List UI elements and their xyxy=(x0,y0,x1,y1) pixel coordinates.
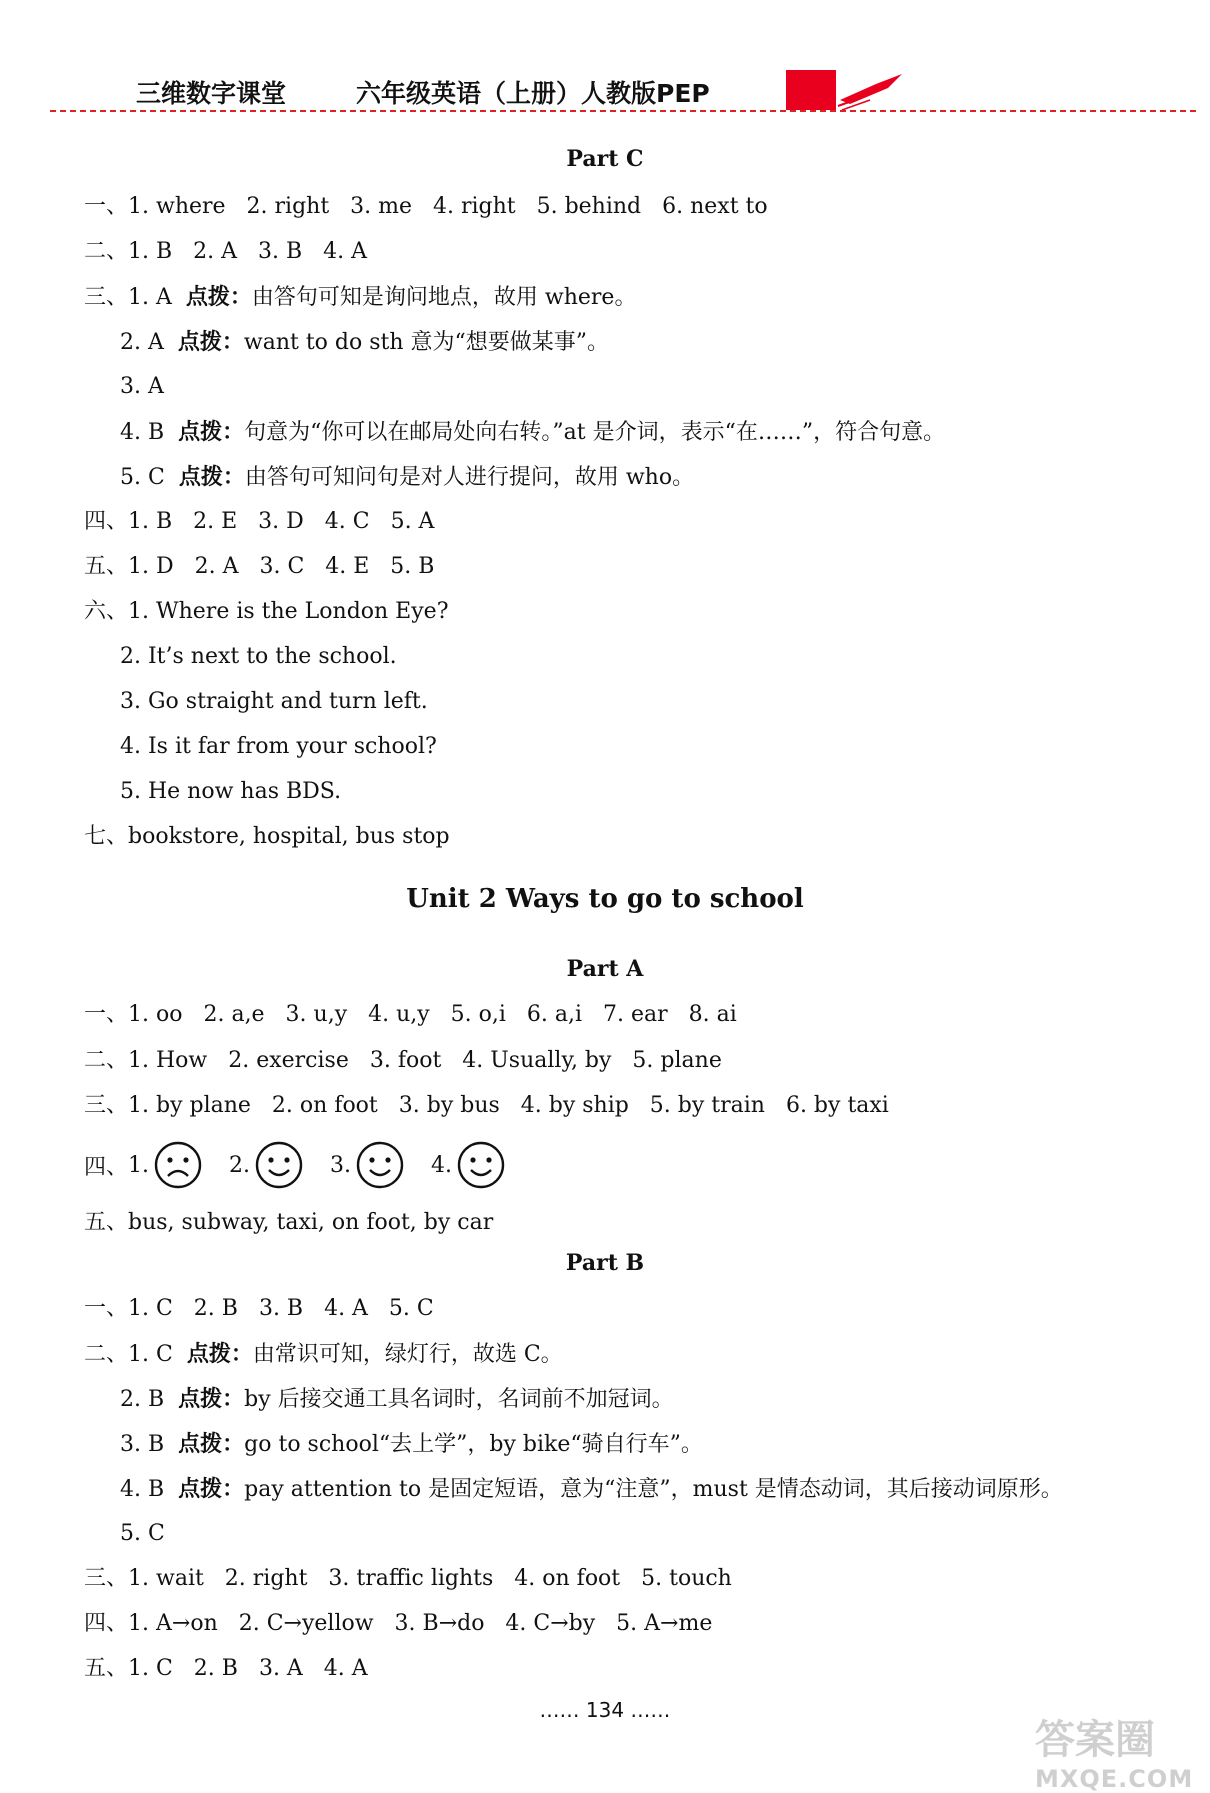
answer-line: 4. B 点拨：pay attention to 是固定短语，意为“注意”，must 是情态动词，其后接动词原形。 xyxy=(120,1476,1063,1502)
answer-line: 2. B 点拨：by 后接交通工具名词时，名词前不加冠词。 xyxy=(120,1386,674,1412)
answer-line: 二、1. How 2. exercise 3. foot 4. Usually, by 5. plane xyxy=(84,1048,722,1073)
answer-line: 五、bus, subway, taxi, on foot, by car xyxy=(84,1210,494,1235)
answer-line: 一、1. C 2. B 3. B 4. A 5. C xyxy=(84,1296,434,1321)
happy-face-icon xyxy=(456,1140,506,1190)
answer-line: 3. B 点拨：go to school“去上学”，by bike“骑自行车”。 xyxy=(120,1431,703,1457)
answer-line: 三、1. wait 2. right 3. traffic lights 4. on foot 5. touch xyxy=(84,1566,732,1591)
page-number: …… 134 …… xyxy=(539,1698,671,1722)
answer-line: 2. A 点拨：want to do sth 意为“想要做某事”。 xyxy=(120,329,610,355)
watermark-logo: 答案圈 MXQE.COM xyxy=(1035,1717,1194,1793)
rocket-icon xyxy=(836,70,906,110)
answer-line: 3. A xyxy=(120,374,164,399)
part-b-title: Part B xyxy=(565,1250,645,1276)
faces-row: 四、 1. 2. 3. 4. xyxy=(84,1140,506,1190)
answer-line: 2. It’s next to the school. xyxy=(120,644,397,669)
answer-line: 五、1. D 2. A 3. C 4. E 5. B xyxy=(84,554,435,579)
answer-line: 一、1. where 2. right 3. me 4. right 5. behind 6. next to xyxy=(84,194,768,219)
answer-line: 三、1. by plane 2. on foot 3. by bus 4. by ship 5. by train 6. by taxi xyxy=(84,1093,889,1118)
sad-face-icon xyxy=(153,1140,203,1190)
answer-line: 二、1. C 点拨：由常识可知，绿灯行，故选 C。 xyxy=(84,1341,563,1367)
part-a-title: Part A xyxy=(566,956,644,982)
page-header xyxy=(0,0,1210,120)
part-c-title: Part C xyxy=(566,146,644,172)
answer-line: 二、1. B 2. A 3. B 4. A xyxy=(84,239,367,264)
book-title: 六年级英语（上册）人教版PEP xyxy=(356,79,710,108)
answer-line: 4. Is it far from your school? xyxy=(120,734,437,759)
answer-line: 四、1. A→on 2. C→yellow 3. B→do 4. C→by 5. A→me xyxy=(84,1611,713,1636)
answer-line: 三、1. A 点拨：由答句可知是询问地点，故用 where。 xyxy=(84,284,637,310)
happy-face-icon xyxy=(254,1140,304,1190)
series-title: 三维数字课堂 xyxy=(136,79,287,108)
answer-line: 一、1. oo 2. a,e 3. u,y 4. u,y 5. o,i 6. a,i 7. ear 8. ai xyxy=(84,1002,737,1027)
answer-line: 五、1. C 2. B 3. A 4. A xyxy=(84,1656,368,1681)
header-divider xyxy=(50,110,1196,112)
answer-line: 4. B 点拨：句意为“你可以在邮局处向右转。”at 是介词，表示“在……”，符合句意。 xyxy=(120,419,946,445)
answer-line: 七、bookstore, hospital, bus stop xyxy=(84,824,450,849)
happy-face-icon xyxy=(355,1140,405,1190)
answer-line: 六、1. Where is the London Eye? xyxy=(84,599,449,624)
unit-title: Unit 2 Ways to go to school xyxy=(406,884,804,914)
answer-line: 5. C 点拨：由答句可知问句是对人进行提问，故用 who。 xyxy=(120,464,695,490)
header-red-block xyxy=(786,70,836,110)
answer-line: 5. C xyxy=(120,1521,165,1546)
answer-line: 5. He now has BDS. xyxy=(120,779,342,804)
answer-line: 3. Go straight and turn left. xyxy=(120,689,428,714)
answer-line: 四、1. B 2. E 3. D 4. C 5. A xyxy=(84,509,435,534)
